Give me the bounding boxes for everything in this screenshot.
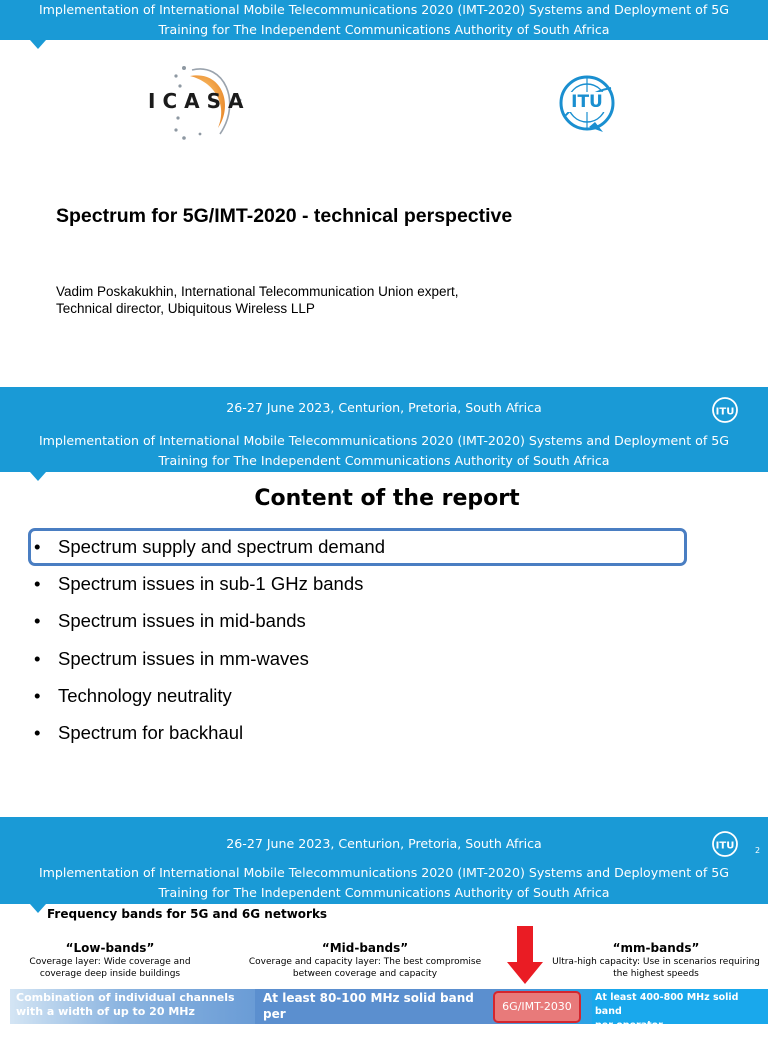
header-line-2: Training for The Independent Communications Authority of South Africa xyxy=(158,885,610,900)
mid-bands-bar-line-2: operator xyxy=(263,1023,322,1037)
bullet-marker: • xyxy=(34,648,41,669)
mm-bands-column xyxy=(546,940,766,980)
mm-bands-bar xyxy=(592,989,768,1031)
mm-bands-heading: “mm-bands” xyxy=(612,941,700,955)
bullet-text: Spectrum issues in mid-bands xyxy=(58,610,306,631)
bullet-text: Spectrum for backhaul xyxy=(58,722,244,743)
footer-text: 26-27 June 2023, Centurion, Pretoria, South Africa xyxy=(226,400,542,415)
bullet-marker: • xyxy=(34,610,41,631)
bullet-item xyxy=(34,685,232,707)
mid-bands-desc-1: Coverage and capacity layer: The best compromise xyxy=(248,957,482,967)
footer-text: 26-27 June 2023, Centurion, Pretoria, South Africa xyxy=(226,836,542,851)
svg-text:ITU: ITU xyxy=(715,840,735,852)
slide2-title: Content of the report xyxy=(254,486,520,511)
page-number: 2 xyxy=(755,846,761,855)
itu-wordmark: ITU xyxy=(565,92,609,112)
imt-2030-marker: 6G/IMT-2030 xyxy=(493,991,581,1023)
slide1-title: Spectrum for 5G/IMT-2020 - technical perspective xyxy=(56,205,513,227)
low-bands-bar xyxy=(10,989,255,1024)
bullet-text: Technology neutrality xyxy=(58,685,232,706)
itu-logo xyxy=(555,72,619,136)
mid-bands-bar xyxy=(255,989,490,1037)
bullet-item xyxy=(34,648,309,670)
header-line-1: Implementation of International Mobile Telecommunications 2020 (IMT-2020) Systems and Deployment of 5G xyxy=(38,865,730,880)
mid-bands-bar-line-1: At least 80-100 MHz solid band per xyxy=(263,991,474,1021)
bullet-text: Spectrum issues in sub-1 GHz bands xyxy=(58,573,364,594)
mid-bands-column xyxy=(240,940,490,980)
icasa-logo xyxy=(140,60,260,145)
mid-bands-heading: “Mid-bands” xyxy=(321,941,409,955)
slide2-header-bar xyxy=(0,431,768,472)
down-arrow-icon xyxy=(507,926,543,986)
mm-bands-desc-1: Ultra-high capacity: Use in scenarios requiring xyxy=(552,957,760,967)
bullet-marker: • xyxy=(34,685,41,706)
header-line-1: Implementation of International Mobile Telecommunications 2020 (IMT-2020) Systems and Deployment of 5G xyxy=(38,2,730,17)
bullet-marker: • xyxy=(34,573,41,594)
mid-bands-desc-2: between coverage and capacity xyxy=(292,969,438,979)
header-line-2: Training for The Independent Communications Authority of South Africa xyxy=(158,453,610,468)
bullet-item xyxy=(34,536,385,558)
header-notch xyxy=(30,904,46,913)
header-line-1: Implementation of International Mobile Telecommunications 2020 (IMT-2020) Systems and Deployment of 5G xyxy=(38,433,730,448)
low-bands-heading: “Low-bands” xyxy=(65,941,155,955)
itu-small-icon xyxy=(710,829,740,859)
header-notch xyxy=(30,40,46,49)
bullet-item xyxy=(34,573,363,595)
low-bands-desc-2: coverage deep inside buildings xyxy=(39,969,181,979)
mm-bands-bar-line-2: per operator xyxy=(595,1020,663,1031)
low-bands-bar-line-2: with a width of up to 20 MHz xyxy=(16,1005,195,1018)
bullet-marker: • xyxy=(34,722,41,743)
low-bands-column xyxy=(10,940,210,980)
mm-bands-desc-2: the highest speeds xyxy=(613,969,699,979)
bullet-marker: • xyxy=(34,536,41,557)
low-bands-bar-line-1: Combination of individual channels xyxy=(16,991,235,1004)
header-line-2: Training for The Independent Communications Authority of South Africa xyxy=(158,22,610,37)
bullet-item xyxy=(34,722,243,744)
mm-bands-bar-line-1: At least 400-800 MHz solid band xyxy=(595,992,739,1017)
bullet-text: Spectrum supply and spectrum demand xyxy=(58,536,386,557)
slide1-footer-bar xyxy=(0,387,768,431)
slide3-title: Frequency bands for 5G and 6G networks xyxy=(47,907,328,921)
author-line-1: Vadim Poskakukhin, International Telecommunication Union expert, xyxy=(56,284,459,299)
icasa-wordmark: ICASA xyxy=(148,89,251,113)
itu-small-icon xyxy=(710,395,740,425)
slide1-header-bar xyxy=(0,0,768,40)
svg-text:ITU: ITU xyxy=(715,406,735,418)
slide3-header-bar xyxy=(0,863,768,904)
bullet-item xyxy=(34,610,306,632)
low-bands-desc-1: Coverage layer: Wide coverage and xyxy=(29,957,191,967)
bullet-text: Spectrum issues in mm-waves xyxy=(58,648,309,669)
slide2-footer-bar xyxy=(0,817,768,863)
header-notch xyxy=(30,472,46,481)
author-line-2: Technical director, Ubiquitous Wireless LLP xyxy=(56,301,315,316)
